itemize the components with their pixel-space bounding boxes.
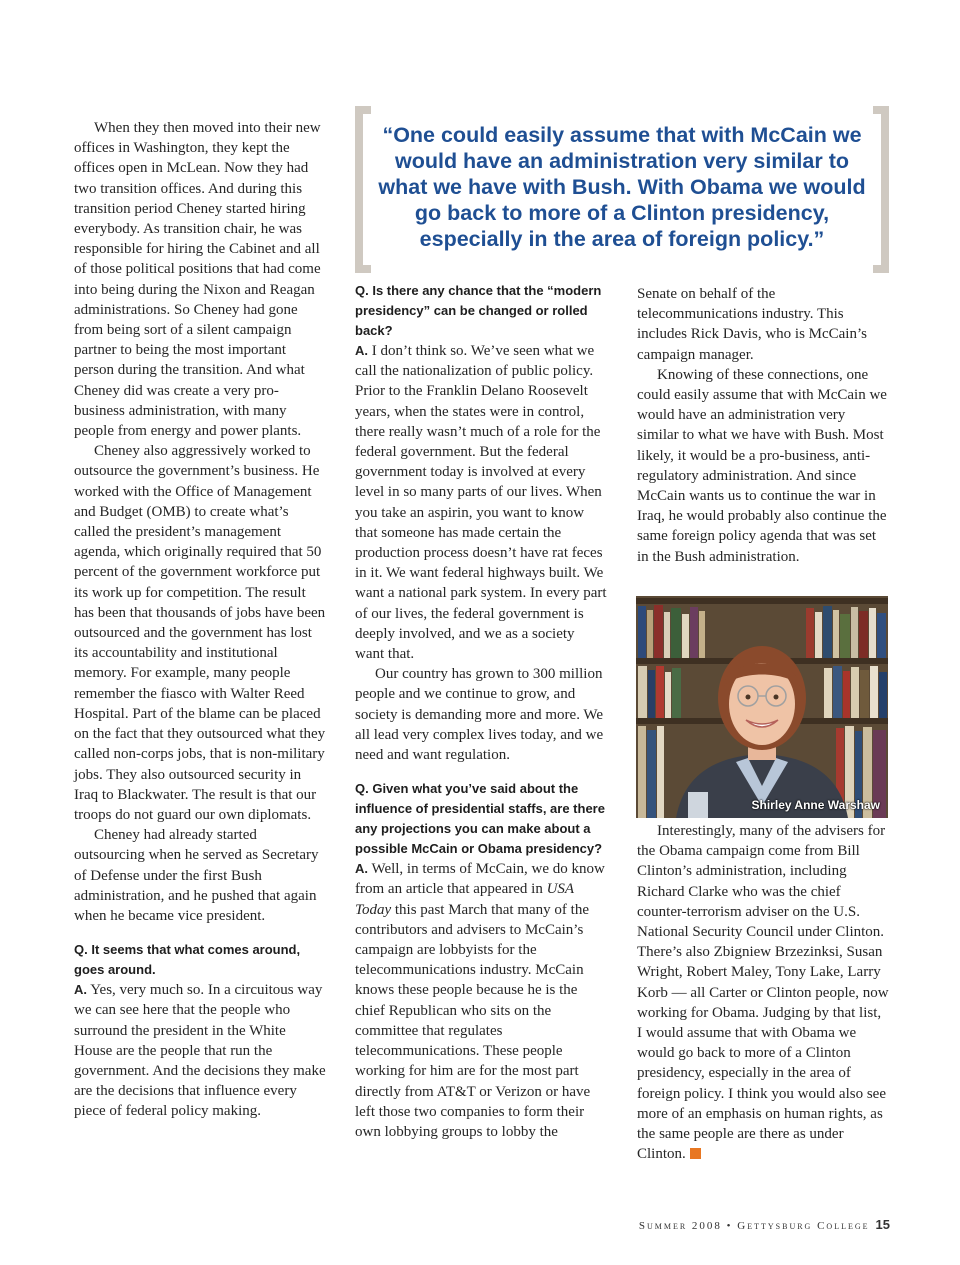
paragraph: Cheney also aggressively worked to outsource the government’s business. He worked with the Office of Management and Budget (OMB) to create what’s called the president’s management agenda, which originally required that 50 percent of the government workforce put its work up for competition. The result has been that thousands of jobs have been outsourced and the government has lost its accountability and institutional memory. For example, many people remember the fiasco with Walter Reed Hospital. Part of the blame can be placed on the fact that they outsourced what they called non-corps jobs, that is non-military jobs. They also outsourced security in Iraq to Blackwater. The result is that our troops do not guard our own diplomats. xyxy=(74,443,326,823)
end-mark-icon xyxy=(690,1148,701,1159)
page-number: 15 xyxy=(875,1217,890,1232)
pull-quote xyxy=(355,106,889,273)
question: Q. It seems that what comes around, goes around. xyxy=(74,942,301,978)
paragraph: When they then moved into their new offices in Washington, they kept the offices open in McLean. Now they had two transition offices. And during this transition period Cheney started hiring everybody. As transition chair, he was responsible for hiring the Cabinet and all of those political positions that had come into being during the Nixon and Reagan administrations. So Cheney had gone from being sort of a silent campaign partner to being the most important person during the transition. And what Cheney did was create a very pro-business administration, with many people from energy and power plants. xyxy=(74,120,321,440)
answer-text: I don’t think so. We’ve seen what we call the nationalization of public policy. Prior to the Franklin Delano Roosevelt years, when the states were in control, there really wasn’t much of a role for the federal government. But the federal government today is involved at every level in so many parts of our lives. When you take an aspirin, you want to know that someone has made certain the production process doesn’t have rat feces in it. We want federal highways built. We want a national park system. In every part of our lives, the federal government is deeply involved, and we as a society want that. xyxy=(355,343,607,663)
paragraph xyxy=(637,821,889,1164)
question: Q. Is there any chance that the “modern presidency” can be changed or rolled back? xyxy=(355,283,602,338)
column-3-continued xyxy=(637,821,889,1164)
right-bracket xyxy=(873,106,889,273)
answer xyxy=(355,341,607,664)
paragraph: Senate on behalf of the telecommunications industry. This includes Rick Davis, who is McCain’s campaign manager. xyxy=(637,286,867,363)
column-2 xyxy=(355,281,607,1142)
column-3 xyxy=(637,284,889,567)
question: Q. Given what you’ve said about the influence of presidential staffs, are there any projections you can make about a possible McCain or Obama presidency? xyxy=(355,781,605,857)
answer-label: A. xyxy=(355,861,368,877)
answer xyxy=(355,859,607,1142)
paragraph-text: Interestingly, many of the advisers for the Obama campaign come from Bill Clinton’s administration, including Richard Clarke who was the chief counter-terrorism adviser on the U.S. National Security Council under Clinton. There’s also Zbigniew Brzezinksi, Susan Wright, Robert Maley, Tony Lake, Larry Korb — all Carter or Clinton people, now working for Obama. Judging by that list, I would assume that with Obama we would go back to more of a Clinton presidency, especially in the area of foreign policy. I think you would also see more of an emphasis on human rights, as the same people are there as under Clinton. xyxy=(637,823,889,1163)
answer-label: A. xyxy=(355,343,368,358)
paragraph: Our country has grown to 300 million people and we continue to grow, and society is demanding more and more. We all lead very complex lives today, and we need and want regulation. xyxy=(355,666,604,764)
left-bracket xyxy=(355,106,371,273)
publication-name: USA Today xyxy=(355,881,574,918)
column-1 xyxy=(74,118,326,1122)
portrait-photo xyxy=(636,596,888,818)
answer-text: Well, in terms of McCain, we do know from an article that appeared in xyxy=(355,861,605,898)
paragraph: Knowing of these connections, one could easily assume that with McCain we would have an administration very similar to what we have with Bush. Most likely, it would be a pro-business, anti-regulatory administration. And since McCain wants us to continue the war in Iraq, he would probably also continue the same foreign policy agenda that was set in the Bush administration. xyxy=(637,366,887,565)
answer-text: this past March that many of the contributors and advisers to McCain’s campaign are lobbyists for the telecommunications industry. McCain knows these people because he is the chief Republican who sits on the committee that regulates telecommunications. These people working for him are for the most part directly from AT&T or Verizon or have left those two companies to form their own lobbying groups to lobby the xyxy=(355,901,591,1140)
answer-text: Yes, very much so. In a circuitous way we can see here that the people who surround the president in the White House are the people that run the government. And the decisions they make are the decisions that influence every piece of federal policy making. xyxy=(74,982,326,1120)
paragraph: Cheney had already started outsourcing when he served as Secretary of Defense under the first Bush administration, and he pushed that again when he became vice president. xyxy=(74,827,319,924)
page-footer xyxy=(560,1217,890,1232)
pull-quote-text: “One could easily assume that with McCain we would have an administration very similar to what we have with Bush. With Obama we would go back to more of a Clinton presidency, especially in the area of foreign policy.” xyxy=(378,123,866,251)
answer-label: A. xyxy=(74,982,87,998)
footer-text: Summer 2008 • Gettysburg College xyxy=(638,1220,870,1232)
answer xyxy=(74,980,326,1121)
portrait-illustration xyxy=(636,596,888,818)
photo-caption: Shirley Anne Warshaw xyxy=(751,798,880,812)
